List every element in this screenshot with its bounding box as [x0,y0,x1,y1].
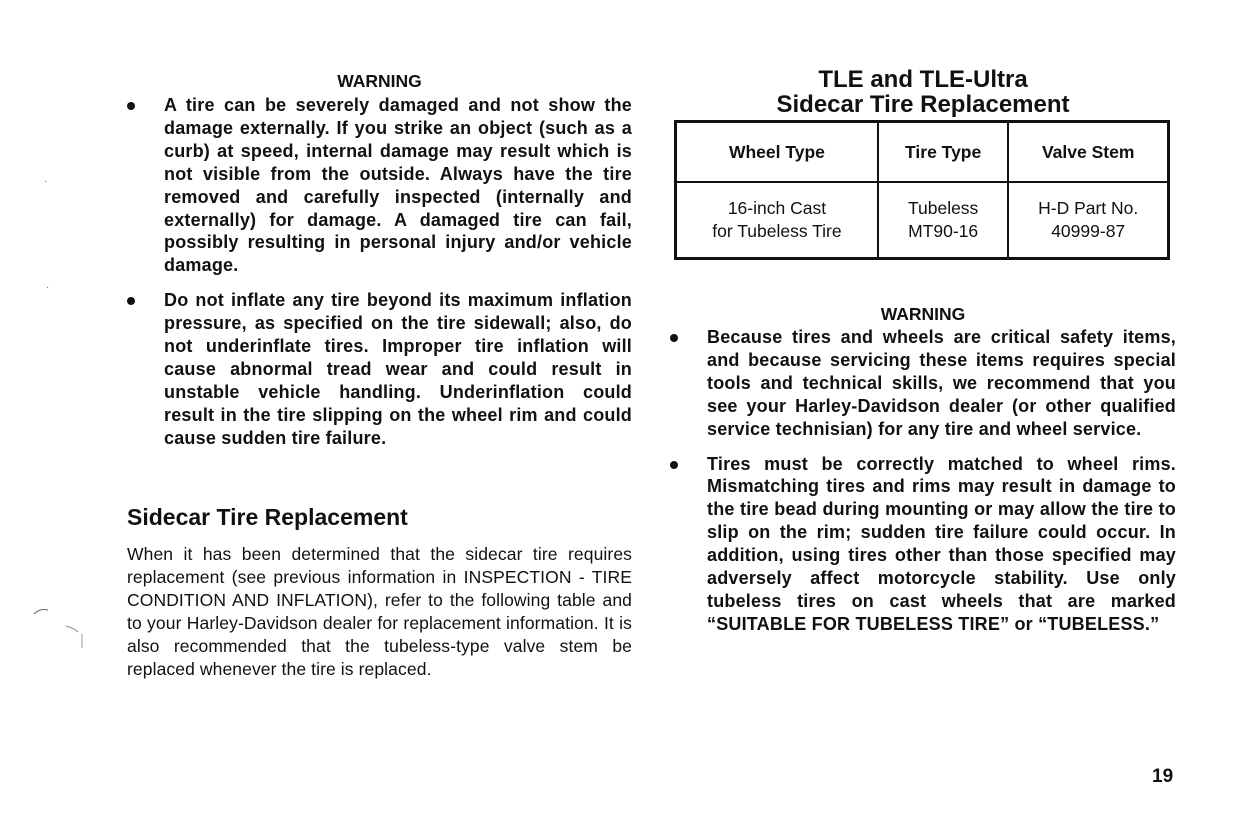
page-number: 19 [1152,766,1174,787]
cell-wheel-type [676,182,878,259]
warning-bullet [670,326,1176,441]
bullet-dot-icon [670,461,678,469]
tire-replacement-table [674,120,1170,260]
warning-bullet-text: Tires must be correctly matched to wheel rims. Mismatching tires and rims may result in damage to the tire bead during mounting or may allow the tire to slip on the rim; sudden tire failure could occur. In addition, using tires other than those specified may adversely affect motorcycle stability. Use only tubeless tires on cast wheels that are marked “SUITABLE FOR TUBELESS TIRE” or “TUBELESS.” [707,453,1176,634]
warning-heading-right: WARNING [880,304,966,324]
cell-line: 40999-87 [1051,221,1126,241]
scan-smudge-icon [30,604,100,654]
bullet-dot-icon [670,334,678,342]
cell-line: H-D Part No. [1038,198,1139,218]
scan-mark: · [44,176,48,187]
cell-line: MT90-16 [908,221,979,241]
warning-heading-left: WARNING [337,71,422,91]
section-body: When it has been determined that the sidecar tire requires replacement (see previous information in INSPECTION - TIRE CONDITION AND INFLATION), refer to the following table and to your Harley-Davidson dealer for replacement information. It is also recommended that the tubeless-type valve stem be replaced whenever the tire is replaced. [127,544,632,679]
warning-bullet-text: A tire can be severely damaged and not show the damage externally. If you strike an object (such as a curb) at speed, internal damage may result which is not visible from the outside. Always have the tire removed and carefully inspected (internally and externally) for damage. A damaged tire can fail, possibly resulting in personal injury and/or vehicle damage. [164,95,632,276]
header-valve-stem: Valve Stem [1008,122,1168,183]
bullet-dot-icon [127,297,135,305]
warning-list-left [127,94,632,450]
warning-bullet [127,289,632,449]
cell-line: 16-inch Cast [727,198,827,218]
table-header-row [676,122,1169,183]
table-title [670,67,1176,117]
warning-bullet [127,94,632,277]
scan-mark: · [46,282,50,293]
warning-bullet-text: Do not inflate any tire beyond its maximum inflation pressure, as specified on the tire sidewall; also, do not underinflate tires. Improper tire inflation will cause abnormal tread wear and could result in unstable vehicle handling. Underinflation could result in the tire slipping on the wheel rim and could cause sudden tire failure. [164,290,632,448]
header-wheel-type: Wheel Type [676,122,878,183]
table-title-line-2: Sidecar Tire Replacement [776,91,1070,118]
cell-valve-stem [1008,182,1168,259]
section-title: Sidecar Tire Replacement [127,504,408,530]
table-title-line-1: TLE and TLE-Ultra [818,66,1028,93]
warning-bullet-text: Because tires and wheels are critical safety items, and because servicing these items requires special tools and technical skills, we recommend that you see your Harley-Davidson dealer (or other qualified service technisian) for any tire and wheel service. [707,327,1176,439]
cell-line: for Tubeless Tire [712,221,842,241]
cell-tire-type [878,182,1008,259]
warning-bullet [670,453,1176,636]
warning-list-right [670,326,1176,636]
bullet-dot-icon [127,102,135,110]
header-tire-type: Tire Type [878,122,1008,183]
table-row [676,182,1169,259]
cell-line: Tubeless [907,198,979,218]
